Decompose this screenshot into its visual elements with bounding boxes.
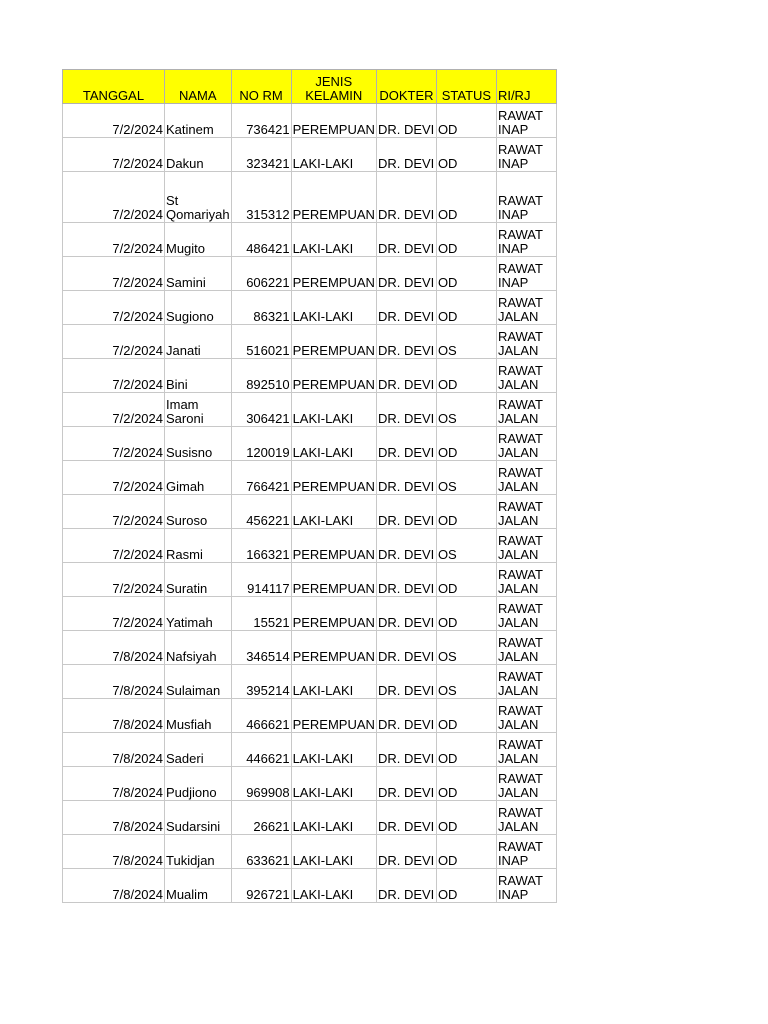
- cell-no-rm[interactable]: 15521: [231, 597, 291, 631]
- table-row: [63, 563, 557, 597]
- cell-no-rm[interactable]: 486421: [231, 223, 291, 257]
- cell-ri-rj[interactable]: RAWAT JALAN: [496, 393, 556, 427]
- cell-status[interactable]: OS: [436, 665, 496, 699]
- cell-tanggal[interactable]: 7/2/2024: [63, 597, 165, 631]
- cell-nama[interactable]: Dakun: [165, 138, 232, 172]
- cell-status[interactable]: OS: [436, 393, 496, 427]
- cell-no-rm[interactable]: 926721: [231, 869, 291, 903]
- cell-ri-rj[interactable]: RAWAT JALAN: [496, 597, 556, 631]
- cell-dokter[interactable]: DR. DEVI: [376, 427, 436, 461]
- cell-dokter[interactable]: DR. DEVI: [376, 835, 436, 869]
- header-tanggal[interactable]: TANGGAL: [63, 70, 165, 104]
- cell-status[interactable]: OS: [436, 461, 496, 495]
- cell-ri-rj[interactable]: RAWAT JALAN: [496, 563, 556, 597]
- cell-no-rm[interactable]: 892510: [231, 359, 291, 393]
- cell-jenis-kelamin[interactable]: PEREMPUAN: [291, 461, 376, 495]
- cell-no-rm[interactable]: 466621: [231, 699, 291, 733]
- cell-nama[interactable]: Katinem: [165, 104, 232, 138]
- cell-ri-rj[interactable]: RAWAT INAP: [496, 138, 556, 172]
- cell-jenis-kelamin[interactable]: PEREMPUAN: [291, 172, 376, 223]
- cell-no-rm[interactable]: 766421: [231, 461, 291, 495]
- cell-dokter[interactable]: DR. DEVI: [376, 733, 436, 767]
- cell-nama[interactable]: Yatimah: [165, 597, 232, 631]
- table-row: [63, 835, 557, 869]
- cell-dokter[interactable]: DR. DEVI: [376, 665, 436, 699]
- cell-dokter[interactable]: DR. DEVI: [376, 104, 436, 138]
- cell-ri-rj[interactable]: RAWAT JALAN: [496, 631, 556, 665]
- cell-no-rm[interactable]: 456221: [231, 495, 291, 529]
- cell-dokter[interactable]: DR. DEVI: [376, 869, 436, 903]
- cell-dokter[interactable]: DR. DEVI: [376, 699, 436, 733]
- table-row: [63, 427, 557, 461]
- cell-status[interactable]: OD: [436, 699, 496, 733]
- cell-no-rm[interactable]: 914117: [231, 563, 291, 597]
- cell-nama[interactable]: Nafsiyah: [165, 631, 232, 665]
- cell-no-rm[interactable]: 306421: [231, 393, 291, 427]
- cell-nama[interactable]: Bini: [165, 359, 232, 393]
- cell-tanggal[interactable]: 7/8/2024: [63, 801, 165, 835]
- cell-nama[interactable]: Susisno: [165, 427, 232, 461]
- cell-tanggal[interactable]: 7/8/2024: [63, 869, 165, 903]
- cell-tanggal[interactable]: 7/2/2024: [63, 495, 165, 529]
- cell-tanggal[interactable]: 7/8/2024: [63, 631, 165, 665]
- cell-status[interactable]: OD: [436, 597, 496, 631]
- cell-no-rm[interactable]: 86321: [231, 291, 291, 325]
- table-row: [63, 223, 557, 257]
- cell-ri-rj[interactable]: RAWAT INAP: [496, 835, 556, 869]
- cell-nama[interactable]: Rasmi: [165, 529, 232, 563]
- cell-dokter[interactable]: DR. DEVI: [376, 223, 436, 257]
- table-row: [63, 393, 557, 427]
- cell-nama[interactable]: Sulaiman: [165, 665, 232, 699]
- cell-no-rm[interactable]: 606221: [231, 257, 291, 291]
- cell-no-rm[interactable]: 395214: [231, 665, 291, 699]
- cell-nama[interactable]: Gimah: [165, 461, 232, 495]
- cell-tanggal[interactable]: 7/8/2024: [63, 665, 165, 699]
- cell-status[interactable]: OD: [436, 427, 496, 461]
- table-row: [63, 869, 557, 903]
- cell-ri-rj[interactable]: RAWAT JALAN: [496, 495, 556, 529]
- cell-status[interactable]: OS: [436, 529, 496, 563]
- cell-nama[interactable]: Saderi: [165, 733, 232, 767]
- table-row: [63, 172, 557, 223]
- cell-dokter[interactable]: DR. DEVI: [376, 631, 436, 665]
- table-row: [63, 597, 557, 631]
- table-row: [63, 359, 557, 393]
- cell-ri-rj[interactable]: RAWAT INAP: [496, 104, 556, 138]
- cell-ri-rj[interactable]: RAWAT INAP: [496, 172, 556, 223]
- table-row: [63, 257, 557, 291]
- cell-ri-rj[interactable]: RAWAT INAP: [496, 257, 556, 291]
- table-row: [63, 801, 557, 835]
- cell-status[interactable]: OD: [436, 223, 496, 257]
- cell-status[interactable]: OD: [436, 257, 496, 291]
- table-row: [63, 104, 557, 138]
- cell-dokter[interactable]: DR. DEVI: [376, 563, 436, 597]
- table-row: [63, 733, 557, 767]
- cell-tanggal[interactable]: 7/8/2024: [63, 835, 165, 869]
- cell-no-rm[interactable]: 736421: [231, 104, 291, 138]
- header-jenis-kelamin[interactable]: JENIS KELAMIN: [291, 70, 376, 104]
- cell-status[interactable]: OD: [436, 104, 496, 138]
- cell-tanggal[interactable]: 7/2/2024: [63, 223, 165, 257]
- cell-ri-rj[interactable]: RAWAT JALAN: [496, 461, 556, 495]
- cell-jenis-kelamin[interactable]: PEREMPUAN: [291, 699, 376, 733]
- cell-jenis-kelamin[interactable]: PEREMPUAN: [291, 257, 376, 291]
- cell-dokter[interactable]: DR. DEVI: [376, 767, 436, 801]
- table-body: [63, 104, 557, 903]
- cell-jenis-kelamin[interactable]: LAKI-LAKI: [291, 223, 376, 257]
- cell-ri-rj[interactable]: RAWAT JALAN: [496, 359, 556, 393]
- cell-tanggal[interactable]: 7/8/2024: [63, 767, 165, 801]
- cell-jenis-kelamin[interactable]: LAKI-LAKI: [291, 495, 376, 529]
- cell-ri-rj[interactable]: RAWAT JALAN: [496, 665, 556, 699]
- table-row: [63, 699, 557, 733]
- cell-jenis-kelamin[interactable]: PEREMPUAN: [291, 631, 376, 665]
- cell-ri-rj[interactable]: RAWAT JALAN: [496, 699, 556, 733]
- cell-status[interactable]: OD: [436, 733, 496, 767]
- cell-status[interactable]: OD: [436, 172, 496, 223]
- cell-nama[interactable]: Sudarsini: [165, 801, 232, 835]
- cell-no-rm[interactable]: 516021: [231, 325, 291, 359]
- cell-status[interactable]: OD: [436, 869, 496, 903]
- cell-dokter[interactable]: DR. DEVI: [376, 325, 436, 359]
- table-row: [63, 631, 557, 665]
- cell-ri-rj[interactable]: RAWAT JALAN: [496, 325, 556, 359]
- cell-status[interactable]: OD: [436, 801, 496, 835]
- cell-tanggal[interactable]: 7/2/2024: [63, 172, 165, 223]
- cell-jenis-kelamin[interactable]: LAKI-LAKI: [291, 427, 376, 461]
- cell-nama[interactable]: Imam Saroni: [165, 393, 232, 427]
- table-row: [63, 665, 557, 699]
- cell-tanggal[interactable]: 7/2/2024: [63, 291, 165, 325]
- table-row: [63, 461, 557, 495]
- cell-ri-rj[interactable]: RAWAT INAP: [496, 869, 556, 903]
- cell-status[interactable]: OD: [436, 138, 496, 172]
- cell-jenis-kelamin[interactable]: LAKI-LAKI: [291, 291, 376, 325]
- cell-nama[interactable]: Janati: [165, 325, 232, 359]
- header-nama[interactable]: NAMA: [165, 70, 232, 104]
- cell-jenis-kelamin[interactable]: PEREMPUAN: [291, 325, 376, 359]
- header-dokter[interactable]: DOKTER: [376, 70, 436, 104]
- cell-dokter[interactable]: DR. DEVI: [376, 529, 436, 563]
- header-ri-rj[interactable]: RI/RJ: [496, 70, 556, 104]
- cell-dokter[interactable]: DR. DEVI: [376, 138, 436, 172]
- cell-no-rm[interactable]: 166321: [231, 529, 291, 563]
- cell-no-rm[interactable]: 323421: [231, 138, 291, 172]
- cell-dokter[interactable]: DR. DEVI: [376, 291, 436, 325]
- cell-nama[interactable]: St Qomariyah: [165, 172, 232, 223]
- cell-jenis-kelamin[interactable]: PEREMPUAN: [291, 597, 376, 631]
- cell-jenis-kelamin[interactable]: LAKI-LAKI: [291, 835, 376, 869]
- cell-tanggal[interactable]: 7/8/2024: [63, 699, 165, 733]
- table-row: [63, 767, 557, 801]
- cell-nama[interactable]: Suratin: [165, 563, 232, 597]
- header-status[interactable]: STATUS: [436, 70, 496, 104]
- cell-tanggal[interactable]: 7/2/2024: [63, 393, 165, 427]
- cell-dokter[interactable]: DR. DEVI: [376, 172, 436, 223]
- cell-tanggal[interactable]: 7/2/2024: [63, 138, 165, 172]
- cell-no-rm[interactable]: 346514: [231, 631, 291, 665]
- cell-nama[interactable]: Tukidjan: [165, 835, 232, 869]
- table-row: [63, 138, 557, 172]
- cell-status[interactable]: OD: [436, 563, 496, 597]
- cell-status[interactable]: OS: [436, 631, 496, 665]
- table-row: [63, 291, 557, 325]
- cell-jenis-kelamin[interactable]: LAKI-LAKI: [291, 733, 376, 767]
- cell-tanggal[interactable]: 7/2/2024: [63, 359, 165, 393]
- cell-nama[interactable]: Suroso: [165, 495, 232, 529]
- cell-status[interactable]: OD: [436, 495, 496, 529]
- cell-ri-rj[interactable]: RAWAT JALAN: [496, 291, 556, 325]
- cell-ri-rj[interactable]: RAWAT JALAN: [496, 733, 556, 767]
- cell-tanggal[interactable]: 7/2/2024: [63, 461, 165, 495]
- patient-table: [62, 69, 557, 903]
- cell-tanggal[interactable]: 7/2/2024: [63, 325, 165, 359]
- cell-nama[interactable]: Musfiah: [165, 699, 232, 733]
- cell-tanggal[interactable]: 7/2/2024: [63, 257, 165, 291]
- cell-dokter[interactable]: DR. DEVI: [376, 801, 436, 835]
- cell-jenis-kelamin[interactable]: PEREMPUAN: [291, 563, 376, 597]
- cell-dokter[interactable]: DR. DEVI: [376, 257, 436, 291]
- cell-jenis-kelamin[interactable]: LAKI-LAKI: [291, 869, 376, 903]
- cell-jenis-kelamin[interactable]: LAKI-LAKI: [291, 767, 376, 801]
- cell-dokter[interactable]: DR. DEVI: [376, 393, 436, 427]
- cell-nama[interactable]: Pudjiono: [165, 767, 232, 801]
- header-no-rm[interactable]: NO RM: [231, 70, 291, 104]
- cell-no-rm[interactable]: 446621: [231, 733, 291, 767]
- cell-status[interactable]: OD: [436, 767, 496, 801]
- cell-tanggal[interactable]: 7/8/2024: [63, 733, 165, 767]
- table-row: [63, 495, 557, 529]
- cell-ri-rj[interactable]: RAWAT INAP: [496, 223, 556, 257]
- cell-no-rm[interactable]: 969908: [231, 767, 291, 801]
- cell-status[interactable]: OD: [436, 291, 496, 325]
- cell-jenis-kelamin[interactable]: LAKI-LAKI: [291, 801, 376, 835]
- table-row: [63, 529, 557, 563]
- cell-jenis-kelamin[interactable]: LAKI-LAKI: [291, 393, 376, 427]
- table-header: [63, 70, 557, 104]
- cell-nama[interactable]: Mualim: [165, 869, 232, 903]
- cell-nama[interactable]: Samini: [165, 257, 232, 291]
- cell-nama[interactable]: Mugito: [165, 223, 232, 257]
- cell-jenis-kelamin[interactable]: LAKI-LAKI: [291, 665, 376, 699]
- cell-jenis-kelamin[interactable]: PEREMPUAN: [291, 359, 376, 393]
- cell-tanggal[interactable]: 7/2/2024: [63, 104, 165, 138]
- cell-tanggal[interactable]: 7/2/2024: [63, 427, 165, 461]
- table-row: [63, 325, 557, 359]
- cell-no-rm[interactable]: 120019: [231, 427, 291, 461]
- cell-ri-rj[interactable]: RAWAT JALAN: [496, 529, 556, 563]
- cell-dokter[interactable]: DR. DEVI: [376, 495, 436, 529]
- cell-ri-rj[interactable]: RAWAT JALAN: [496, 427, 556, 461]
- cell-tanggal[interactable]: 7/2/2024: [63, 563, 165, 597]
- cell-jenis-kelamin[interactable]: PEREMPUAN: [291, 104, 376, 138]
- cell-dokter[interactable]: DR. DEVI: [376, 359, 436, 393]
- cell-no-rm[interactable]: 26621: [231, 801, 291, 835]
- cell-no-rm[interactable]: 633621: [231, 835, 291, 869]
- cell-ri-rj[interactable]: RAWAT JALAN: [496, 767, 556, 801]
- cell-nama[interactable]: Sugiono: [165, 291, 232, 325]
- cell-status[interactable]: OD: [436, 835, 496, 869]
- cell-jenis-kelamin[interactable]: LAKI-LAKI: [291, 138, 376, 172]
- cell-tanggal[interactable]: 7/2/2024: [63, 529, 165, 563]
- cell-jenis-kelamin[interactable]: PEREMPUAN: [291, 529, 376, 563]
- cell-dokter[interactable]: DR. DEVI: [376, 461, 436, 495]
- cell-ri-rj[interactable]: RAWAT JALAN: [496, 801, 556, 835]
- cell-status[interactable]: OS: [436, 325, 496, 359]
- cell-dokter[interactable]: DR. DEVI: [376, 597, 436, 631]
- cell-no-rm[interactable]: 315312: [231, 172, 291, 223]
- cell-status[interactable]: OD: [436, 359, 496, 393]
